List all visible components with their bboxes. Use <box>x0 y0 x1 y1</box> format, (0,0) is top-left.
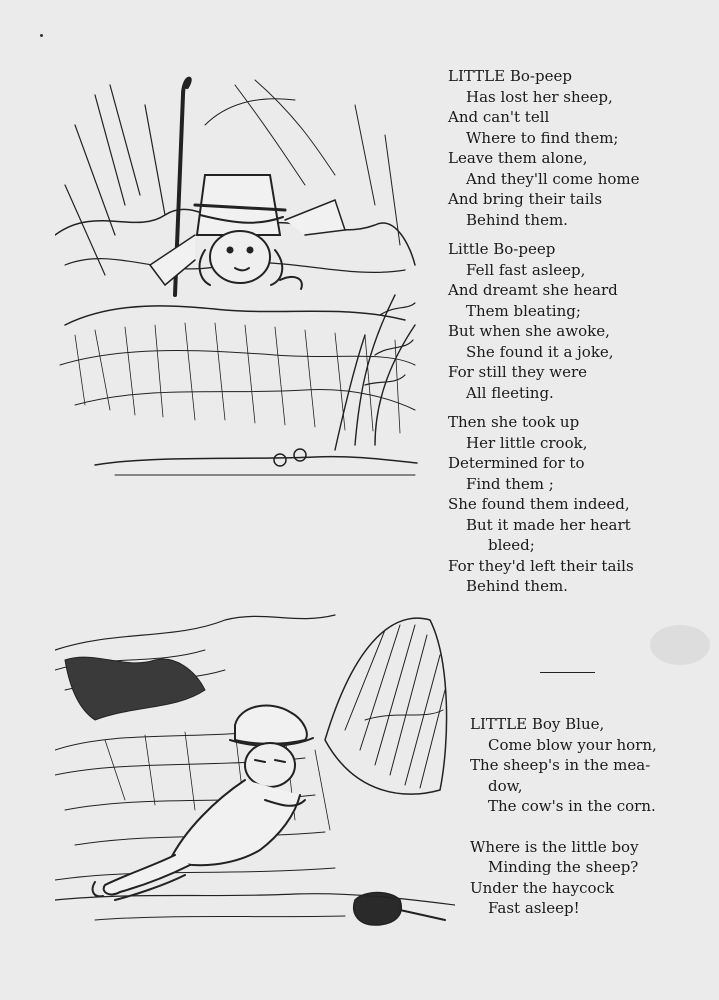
poem-line: Then she took up <box>448 413 580 431</box>
poem-stanza <box>448 239 713 403</box>
poem-line: She found them indeed, <box>448 495 630 513</box>
poem-line: Behind them. <box>466 577 568 595</box>
illustration-bo-peep <box>55 65 420 485</box>
poem-line: Under the haycock <box>470 878 615 897</box>
poem-line: Find them ; <box>466 474 554 493</box>
poem-line: Where is the little boy <box>470 837 639 856</box>
ink-speck <box>40 34 43 37</box>
bo-peep-engraving <box>55 65 420 485</box>
poem-line: The cow's in the corn. <box>488 797 656 815</box>
poem-stanza <box>448 412 713 597</box>
poem-line: For they'd left their tails <box>448 556 634 575</box>
boy-blue-engraving <box>55 600 455 950</box>
poem-bo-peep <box>448 66 713 606</box>
poem-line: But when she awoke, <box>448 322 610 340</box>
poem-line: And dreamt she heard <box>448 281 618 299</box>
poem-line: Fast asleep! <box>488 899 580 917</box>
poem-line: All fleeting. <box>466 383 554 402</box>
poem-line: LITTLE Boy Blue, <box>470 715 605 733</box>
poem-line: Where to find them; <box>466 128 619 147</box>
poem-line: Minding the sheep? <box>488 858 639 876</box>
poem-line: Little Bo-peep <box>448 240 556 258</box>
poem-line: dow, <box>488 776 523 795</box>
poem-line: Come blow your horn, <box>488 735 657 754</box>
section-divider <box>540 672 595 673</box>
poem-line: And can't tell <box>448 108 550 126</box>
poem-line: LITTLE Bo-peep <box>448 67 572 85</box>
poem-line: Determined for to <box>448 454 585 472</box>
poem-line: And they'll come home <box>466 169 640 188</box>
poem-line: She found it a joke, <box>466 342 614 361</box>
poem-line: Them bleating; <box>466 301 581 320</box>
poem-line: bleed; <box>488 536 535 554</box>
poem-line: Fell fast asleep, <box>466 260 586 279</box>
poem-stanza <box>470 714 710 817</box>
page-smudge <box>650 625 710 665</box>
poem-stanza <box>470 837 710 919</box>
poem-line: Has lost her sheep, <box>466 87 613 106</box>
poem-stanza <box>448 66 713 230</box>
poem-line: But it made her heart <box>466 515 631 534</box>
poem-boy-blue <box>470 714 710 928</box>
poem-line: And bring their tails <box>448 190 603 208</box>
illustration-boy-blue <box>55 600 455 950</box>
poem-line: Her little crook, <box>466 433 588 452</box>
poem-line: The sheep's in the mea- <box>470 756 651 774</box>
poem-line: For still they were <box>448 363 588 381</box>
poem-line: Leave them alone, <box>448 149 588 167</box>
poem-line: Behind them. <box>466 210 568 229</box>
